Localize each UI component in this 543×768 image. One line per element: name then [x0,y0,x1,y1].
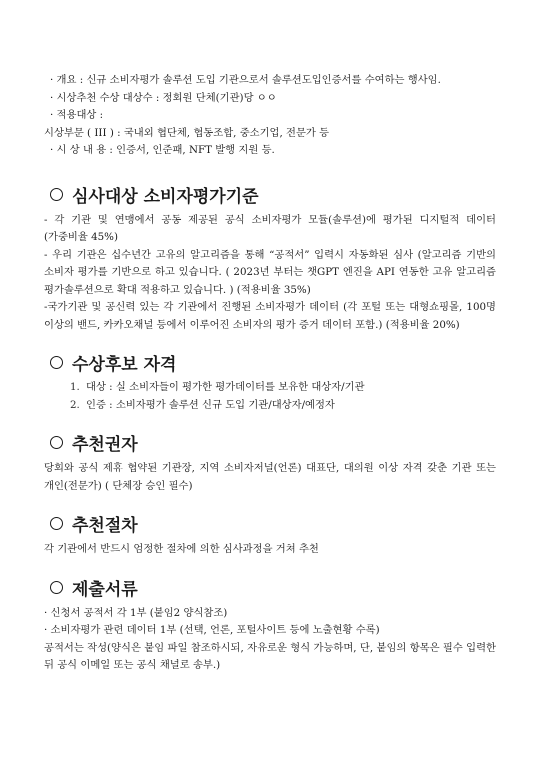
list-number: 1. [70,381,80,393]
section-title: 수상후보 자격 [72,355,177,375]
criteria-paragraph: - 우리 기관은 십수년간 고유의 알고리즘을 통해 “공적서” 입력시 자동화된 심사 (알고리즘 기반의 소비자 평가를 기반으로 하고 있습니다. ( 2023년 부터는 챗GPT 엔진을 API 연동한 고유 알고리즘 평가솔루션으로 확대 적용하고 있습니다. ) (적용비율 35%) [44,248,496,296]
documents-item: · 소비자평가 관련 데이터 1부 (선택, 언론, 포털사이트 등에 노출현황 수록) [44,624,380,636]
list-item [70,378,496,396]
circle-bullet-icon [50,436,63,449]
section-heading [50,511,496,536]
section-heading [50,430,496,455]
section-heading [50,182,496,207]
section-title: 추천권자 [72,435,138,455]
section-criteria [44,182,496,335]
circle-bullet-icon [50,517,63,530]
section-heading [50,350,496,375]
intro-award-content: · 시 상 내 용 : 인증서, 인준패, NFT 발행 지원 등. [50,144,275,156]
documents-item: · 신청서 공적서 각 1부 (붙임2 양식참조) [44,606,228,619]
section-title: 제출서류 [72,579,138,600]
procedure-paragraph: 각 기관에서 반드시 엄정한 절차에 의한 심사과정을 거쳐 추천 [44,543,319,555]
intro-target-label: · 적용대상 : [50,109,104,121]
section-heading [50,575,496,600]
intro-overview: · 개요 : 신규 소비자평가 솔루션 도입 기관으로서 솔루션도입인증서를 수여하는 행사임. [50,74,441,86]
section-title: 추천절차 [72,516,138,536]
list-item [70,396,496,414]
section-qualification [50,350,496,414]
intro-award-count: · 시상추천 수상 대상수 : 정회원 단체(기관)당 ㅇㅇ [50,91,277,104]
circle-bullet-icon [50,356,63,369]
intro-block [44,72,496,160]
list-text: 인증 : 소비자평가 솔루션 신규 도입 기관/대상자/예정자 [86,399,335,411]
section-title: 심사대상 소비자평가기준 [72,186,259,207]
section-recommender [44,430,496,495]
circle-bullet-icon [50,188,63,201]
document-page [44,72,496,675]
criteria-paragraph: - 각 기관 및 연맹에서 공동 제공된 공식 소비자평가 모듈(솔루션)에 평가된 디지털적 데이터 (가중비율 45%) [44,213,496,243]
list-text: 대상 : 실 소비자들이 평가한 평가데이터를 보유한 대상자/기관 [86,381,365,393]
documents-paragraph: 공적서는 작성(양식은 붙임 파일 참조하시되, 자유로운 형식 가능하며, 단, 붙임의 항목은 필수 입력한 뒤 공식 이메일 또는 공식 채널로 송부.) [44,641,496,671]
section-documents [44,575,496,675]
circle-bullet-icon [50,581,63,594]
list-number: 2. [70,399,80,411]
recommender-paragraph: 당회와 공식 제휴 협약된 기관장, 지역 소비자저널(언론) 대표단, 대의원 이상 자격 갖춘 기관 또는 개인(전문가) ( 단체장 승인 필수) [44,462,496,492]
criteria-paragraph: -국가기관 및 공신력 있는 각 기관에서 진행된 소비자평가 데이터 (각 포털 또는 대형쇼핑몰, 100명 이상의 밴드, 카카오채널 등에서 이루어진 소비자의 평가 증거 데이터 포함.) (적용비율 20%) [44,301,496,331]
intro-category: 시상부문 ( III ) : 국내외 협단체, 협동조합, 중소기업, 전문가 등 [44,126,330,139]
qualification-list [50,378,496,414]
section-procedure [44,511,496,559]
